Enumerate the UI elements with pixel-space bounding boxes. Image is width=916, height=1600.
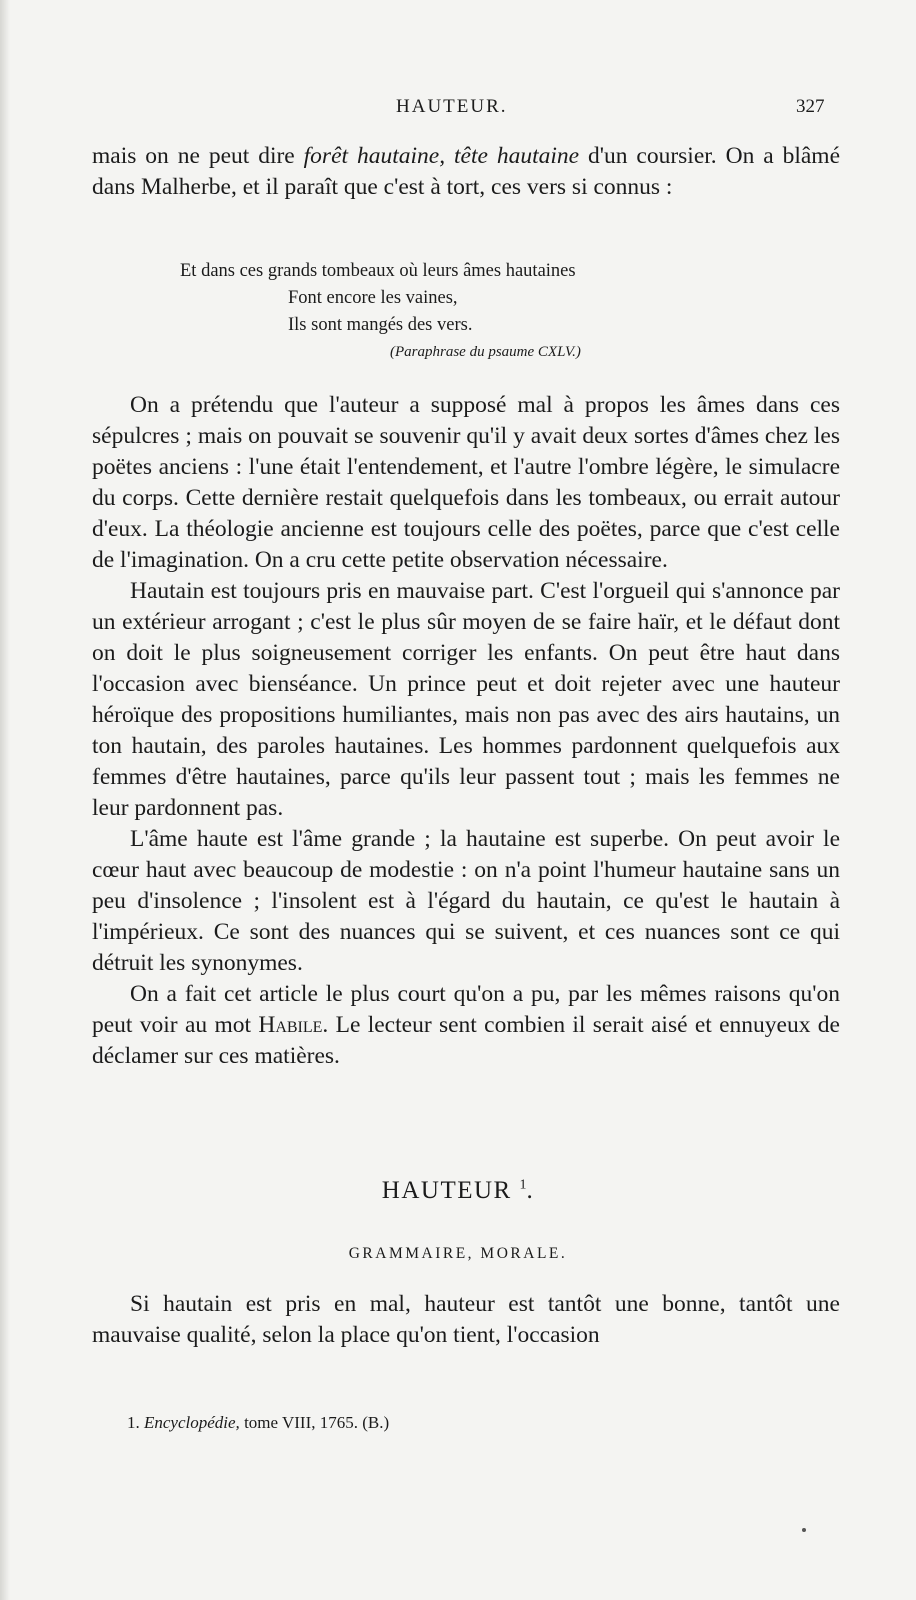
footnote-marker: 1 — [519, 1177, 527, 1193]
poem-line-1: Et dans ces grands tombeaux où leurs âmes hautaines — [180, 261, 576, 281]
citation-title: Paraphrase du psaume CXLV. — [395, 344, 576, 360]
paragraph-4-before: On a fait cet article le plus court qu'on a pu, par les mêmes raisons qu'on peut voir au mot — [92, 981, 840, 1038]
paragraph-4 — [92, 979, 840, 1072]
page-gutter-shadow — [0, 0, 10, 1600]
section-title — [0, 1177, 916, 1205]
page-speck — [802, 1528, 806, 1532]
footnote-number: 1. — [127, 1413, 140, 1432]
intro-text — [92, 141, 840, 203]
paragraph-2: Hautain est toujours pris en mauvaise part. C'est l'orgueil qui s'annonce par un extérieur arrogant ; c'est le plus sûr moyen de se faire haïr, et le défaut dont on doit le plus soigneusement corriger les enfants. On peut être haut dans l'occasion avec bienséance. Un prince peut et doit rejeter avec une hauteur héroïque des propositions humiliantes, mais non pas avec des airs hautains, un ton hautain, des paroles hautaines. Les hommes pardonnent quelquefois aux femmes d'être hautaines, parce qu'ils leur passent tout ; mais les femmes ne leur pardonnent pas. — [92, 578, 840, 821]
running-head — [0, 96, 916, 122]
intro-paragraph — [92, 141, 840, 203]
main-body — [92, 390, 840, 1072]
section-body — [92, 1289, 840, 1351]
intro-line1-before: mais on ne peut dire — [92, 143, 304, 169]
footnote-source: Encyclopédie, — [144, 1413, 240, 1432]
section-paragraph-1: Si hautain est pris en mal, hauteur est tantôt une bonne, tantôt une mauvaise qualité, selon la place qu'on tient, l'occasion — [92, 1291, 840, 1348]
citation-close: ) — [575, 344, 581, 360]
paragraph-4-after: . Le lecteur sent combien il serait aisé et ennuyeux de déclamer sur ces matières. — [92, 1012, 840, 1069]
paragraph-1: On a prétendu que l'auteur a supposé mal à propos les âmes dans ces sépulcres ; mais on pouvait se souvenir qu'il y avait deux sortes d'âmes chez les poëtes anciens : l'une était l'entendement, et l'autre l'ombre légère, le simulacre du corps. Cette dernière restait quelquefois dans les tombeaux, ou errait autour d'eux. La théologie ancienne est toujours celle des poëtes, parce que c'est celle de l'imagination. On a cru cette petite observation nécessaire. — [92, 392, 840, 573]
poem-quote — [180, 258, 740, 366]
intro-line1-after: d'un coursier. — [579, 143, 717, 169]
footnote — [127, 1413, 389, 1433]
citation-open: ( — [390, 344, 395, 360]
poem-line-2: Font encore les vaines, — [288, 288, 458, 308]
intro-rest: On a blâmé dans Malherbe, et il paraît que c'est à tort, ces vers si connus : — [92, 143, 841, 200]
footnote-details: tome VIII, 1765. (B.) — [239, 1413, 390, 1432]
cross-reference-habile: Habile — [258, 1012, 323, 1038]
page-number: 327 — [796, 96, 825, 117]
section-title-period: . — [526, 1177, 535, 1204]
paragraph-3: L'âme haute est l'âme grande ; la hautaine est superbe. On peut avoir le cœur haut avec beaucoup de modestie : on n'a point l'humeur hautaine sans un peu d'insolence ; l'insolent est à l'égard du hautain, ce qu'est le hautain à l'impérieux. Ce sont des nuances qui se suivent, et ces nuances sont ce qui détruit les synonymes. — [92, 826, 840, 976]
poem-citation — [180, 339, 740, 366]
poem-line-3: Ils sont mangés des vers. — [288, 315, 473, 335]
section-title-text: HAUTEUR — [381, 1177, 512, 1204]
section-subtitle: GRAMMAIRE, MORALE. — [348, 1245, 568, 1262]
running-title: HAUTEUR. — [396, 96, 508, 117]
intro-italic-phrase: forêt hautaine, tête hautaine — [303, 143, 580, 169]
